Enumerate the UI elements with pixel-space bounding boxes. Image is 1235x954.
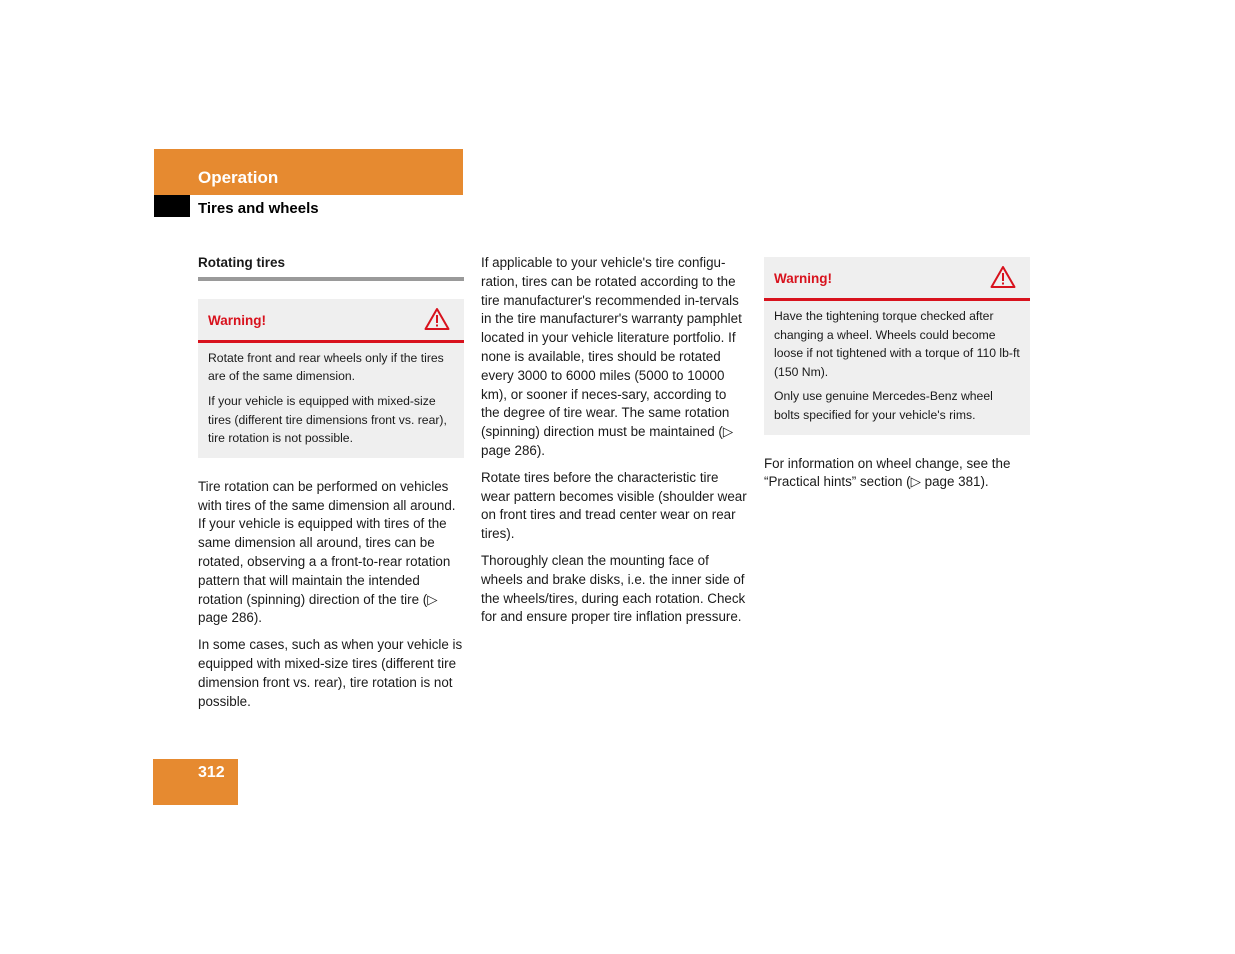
column-3	[764, 257, 1030, 500]
rotating-tires-heading: Rotating tires	[198, 254, 464, 281]
subsection-title: Tires and wheels	[198, 200, 319, 217]
body-paragraph: For information on wheel change, see the “Practical hints” section (▷ page 381).	[764, 455, 1011, 490]
body-paragraph: If applicable to your vehicle's tire configu-ration, tires can be rotated according to the tire manufacturer's recommended in-tervals in the tire manufacturer's warranty pamphlet located in your vehicle literature portfolio. If none is available, tires should be rotated every 3000 to 6000 miles (5000 to 10000 km), or sooner if neces-sary, according to the degree of tire wear. The same rotation (spinning) direction must be maintained (▷ page 286).	[481, 255, 742, 458]
page-number: 312	[198, 764, 225, 781]
page-number-box	[153, 759, 238, 805]
warning-triangle-icon	[990, 265, 1016, 289]
warning-body	[764, 301, 1030, 435]
warning-box-1	[198, 299, 464, 458]
warning-header	[764, 257, 1030, 301]
warning-text: Have the tightening torque checked after changing a wheel. Wheels could become loose if not tightened with a torque of 110 lb-ft (150 Nm).	[774, 309, 1020, 379]
subsection-marker	[154, 195, 190, 217]
warning-header	[198, 299, 464, 343]
section-title: Operation	[198, 168, 279, 187]
warning-text: Only use genuine Mercedes-Benz wheel bolts specified for your vehicle's rims.	[774, 389, 993, 422]
body-paragraph: Rotate tires before the characteristic tire wear pattern becomes visible (shoulder wear on front tires and tread center wear on rear tires).	[481, 469, 747, 542]
warning-label: Warning!	[208, 312, 266, 328]
body-paragraph: In some cases, such as when your vehicle is equipped with mixed-size tires (different tire dimension front vs. rear), tire rotation is not possible.	[198, 637, 463, 709]
column-2	[481, 254, 747, 635]
column-1	[198, 254, 464, 719]
body-paragraph: Tire rotation can be performed on vehicles with tires of the same dimension all around. If your vehicle is equipped with tires of the same dimension all around, tires can be rotated, observing a a front-to-rear rotation pattern that will maintain the intended rotation (spinning) direction of the tire (▷ page 286).	[198, 478, 456, 626]
warning-box-2	[764, 257, 1030, 435]
warning-body	[198, 343, 464, 458]
warning-label: Warning!	[774, 271, 832, 286]
warning-text: Rotate front and rear wheels only if the tires are of the same dimension.	[208, 350, 444, 384]
warning-text: If your vehicle is equipped with mixed-size tires (different tire dimensions front vs. rear), tire rotation is not possible.	[208, 393, 447, 446]
body-paragraph: Thoroughly clean the mounting face of wheels and brake disks, i.e. the inner side of the wheels/tires, during each rotation. Check for and ensure proper tire inflation pressure.	[481, 552, 746, 625]
warning-triangle-icon	[424, 307, 450, 331]
